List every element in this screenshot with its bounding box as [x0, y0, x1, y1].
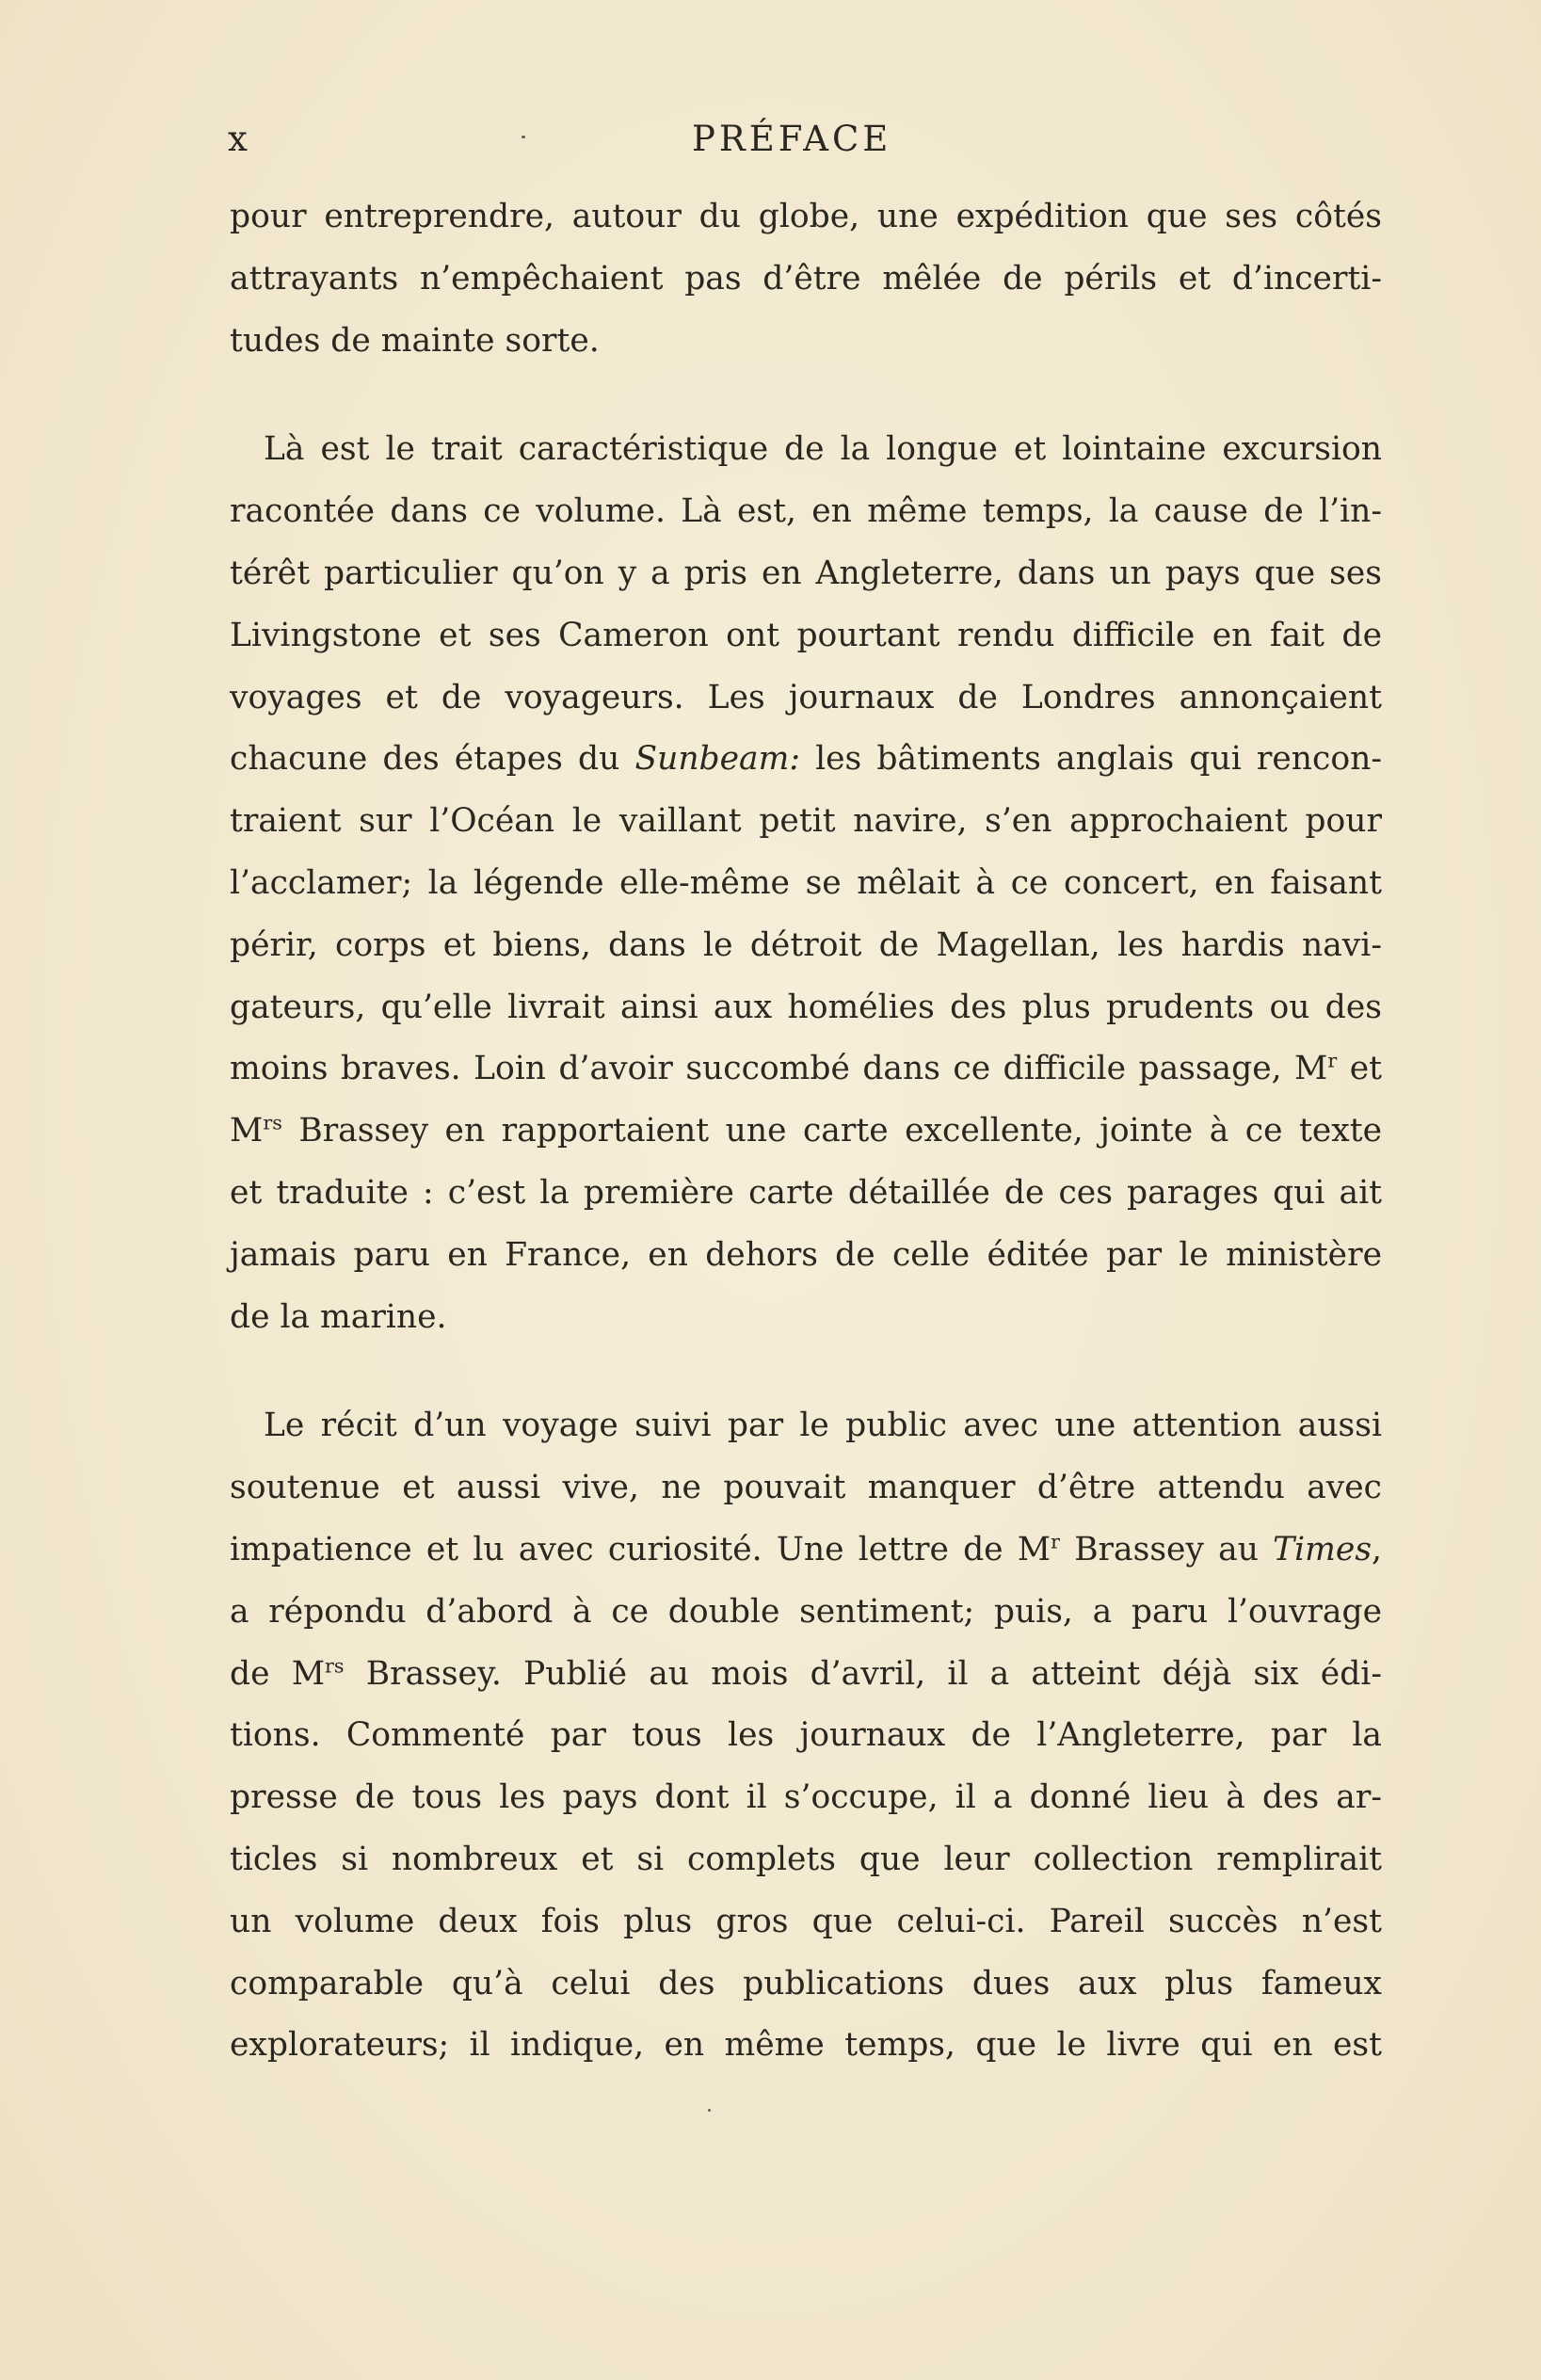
superscript: r — [1051, 1530, 1060, 1553]
text-fragment: Brassey. Publié au mois d’avril, il a atteint déjà six édi- — [344, 1654, 1382, 1693]
text-line: a répondu d’abord à ce double sentiment; puis, a paru l’ouvrage — [230, 1592, 1382, 1631]
print-speck — [708, 2109, 711, 2112]
text-line — [230, 729, 1382, 791]
running-title: PRÉFACE — [692, 119, 892, 159]
paragraph-1 — [230, 186, 1382, 372]
text-fragment: Brassey au — [1060, 1530, 1274, 1568]
text-line — [230, 1038, 1382, 1101]
paragraph-2 — [230, 419, 1382, 1348]
print-speck — [522, 136, 525, 138]
superscript: rs — [263, 1111, 282, 1134]
page-number: x — [228, 119, 251, 159]
text-line: attrayants n’empêchaient pas d’être mêlée de périls et d’incerti- — [230, 259, 1382, 298]
text-fragment: impatience et lu avec curiosité. Une lettre de M — [230, 1530, 1051, 1568]
text-line: tudes de mainte sorte. — [230, 321, 600, 360]
paragraph-3 — [230, 1395, 1382, 2077]
text-fragment: , — [1372, 1530, 1382, 1568]
text-line: tions. Commenté par tous les journaux de l’Angleterre, par la — [230, 1716, 1382, 1755]
superscript: rs — [325, 1654, 345, 1678]
text-line: Livingstone et ses Cameron ont pourtant rendu difficile en fait de — [230, 616, 1382, 654]
text-line: explorateurs; il indique, en même temps, que le livre qui en est — [230, 2026, 1382, 2065]
text-fragment: les bâtiments anglais qui rencon- — [799, 740, 1382, 779]
newspaper-name: Times — [1273, 1530, 1372, 1568]
text-line: un volume deux fois plus gros que celui-ci. Pareil succès n’est — [230, 1902, 1382, 1940]
text-line — [230, 1520, 1382, 1582]
text-line — [230, 1101, 1382, 1163]
text-line: jamais paru en France, en dehors de celle éditée par le ministère — [230, 1235, 1382, 1274]
body-text — [230, 186, 1382, 2077]
text-line: térêt particulier qu’on y a pris en Angleterre, dans un pays que ses — [230, 554, 1382, 592]
text-line: Là est le trait caractéristique de la longue et lointaine excursion — [264, 430, 1382, 469]
text-fragment: et — [1337, 1050, 1383, 1088]
text-line: gateurs, qu’elle livrait ainsi aux homélies des plus prudents ou des — [230, 988, 1382, 1026]
text-fragment: M — [230, 1112, 264, 1150]
text-line: périr, corps et biens, dans le détroit de Magellan, les hardis navi- — [230, 925, 1382, 964]
ship-name: Sunbeam: — [634, 740, 800, 779]
text-line: de la marine. — [230, 1297, 447, 1336]
text-line: pour entreprendre, autour du globe, une expédition que ses côtés — [230, 198, 1382, 235]
page-header — [228, 119, 1405, 166]
text-line: soutenue et aussi vive, ne pouvait manquer d’être attendu avec — [230, 1469, 1382, 1507]
text-line: voyages et de voyageurs. Les journaux de Londres annonçaient — [230, 678, 1382, 716]
text-line: Le récit d’un voyage suivi par le public avec une attention aussi — [264, 1407, 1382, 1445]
text-line: ticles si nombreux et si complets que leur collection remplirait — [230, 1840, 1382, 1878]
text-fragment: moins braves. Loin d’avoir succombé dans ce difficile passage, M — [230, 1050, 1328, 1088]
text-fragment: Brassey en rapportaient une carte excellente, jointe à ce texte — [281, 1112, 1382, 1150]
text-line: l’acclamer; la légende elle-même se mêlait à ce concert, en faisant — [230, 863, 1382, 902]
text-line: racontée dans ce volume. Là est, en même temps, la cause de l’in- — [230, 492, 1382, 531]
text-fragment: de M — [230, 1654, 326, 1693]
text-line: presse de tous les pays dont il s’occupe, il a donné lieu à des ar- — [230, 1778, 1382, 1817]
superscript: r — [1327, 1049, 1338, 1072]
text-line: traient sur l’Océan le vaillant petit navire, s’en approchaient pour — [230, 802, 1382, 841]
text-line — [230, 1644, 1382, 1706]
text-line: comparable qu’à celui des publications dues aux plus fameux — [230, 1964, 1382, 2002]
text-line: et traduite : c’est la première carte détaillée de ces parages qui ait — [230, 1173, 1382, 1212]
text-fragment: chacune des étapes du — [230, 740, 635, 779]
